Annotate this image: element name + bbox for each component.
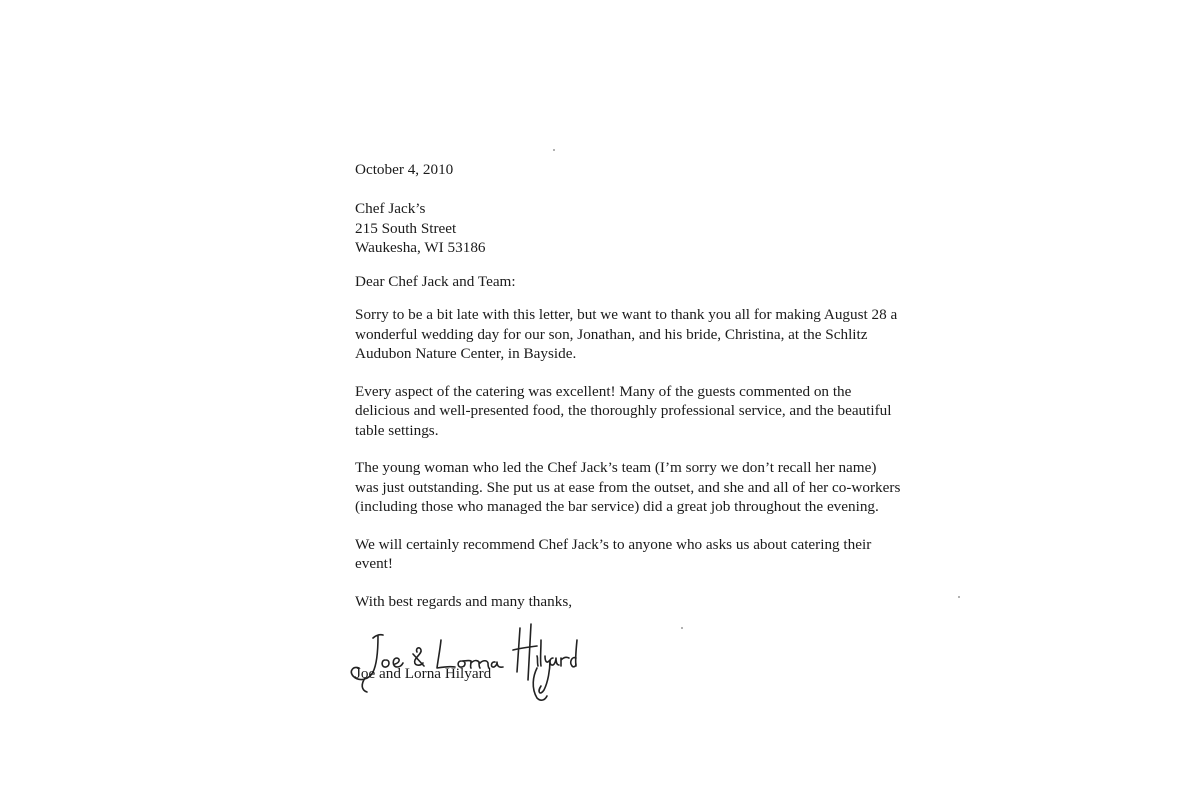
recipient-city: Waukesha, WI 53186 <box>355 239 486 256</box>
paragraph-line: The young woman who led the Chef Jack’s team (I’m sorry we don’t recall her name) <box>355 459 877 476</box>
paragraph-line: (including those who managed the bar service) did a great job throughout the evening. <box>355 498 879 515</box>
paragraph-line: Every aspect of the catering was excellent! Many of the guests commented on the <box>355 382 852 400</box>
paragraph-line: table settings. <box>355 421 439 439</box>
paragraph-recommend <box>355 535 945 574</box>
letter-date: October 4, 2010 <box>355 161 454 178</box>
letter-body <box>355 160 945 631</box>
paragraph-thanks <box>355 305 945 364</box>
paragraph-line: was just outstanding. She put us at ease from the outset, and she and all of her co-workers <box>355 478 901 496</box>
signer-name: Joe and Lorna Hilyard <box>355 665 492 682</box>
closing: With best regards and many thanks, <box>355 592 573 610</box>
paragraph-line: We will certainly recommend Chef Jack’s to anyone who asks us about catering their <box>355 535 872 553</box>
recipient-name: Chef Jack’s <box>355 200 426 217</box>
paragraph-team <box>355 458 945 517</box>
paragraph-catering <box>355 382 945 441</box>
paragraph-line: Audubon Nature Center, in Bayside. <box>355 345 577 362</box>
paper-speck <box>958 596 960 598</box>
paragraph-line: wonderful wedding day for our son, Jonathan, and his bride, Christina, at the Schlitz <box>355 325 868 343</box>
recipient-street: 215 South Street <box>355 219 457 237</box>
paper-speck <box>553 149 555 151</box>
salutation: Dear Chef Jack and Team: <box>355 272 516 290</box>
paragraph-line: Sorry to be a bit late with this letter, but we want to thank you all for making August 28 a <box>355 306 898 323</box>
paragraph-line: event! <box>355 555 393 572</box>
paragraph-line: delicious and well-presented food, the thoroughly professional service, and the beautiful <box>355 402 892 419</box>
recipient-address <box>355 199 945 258</box>
